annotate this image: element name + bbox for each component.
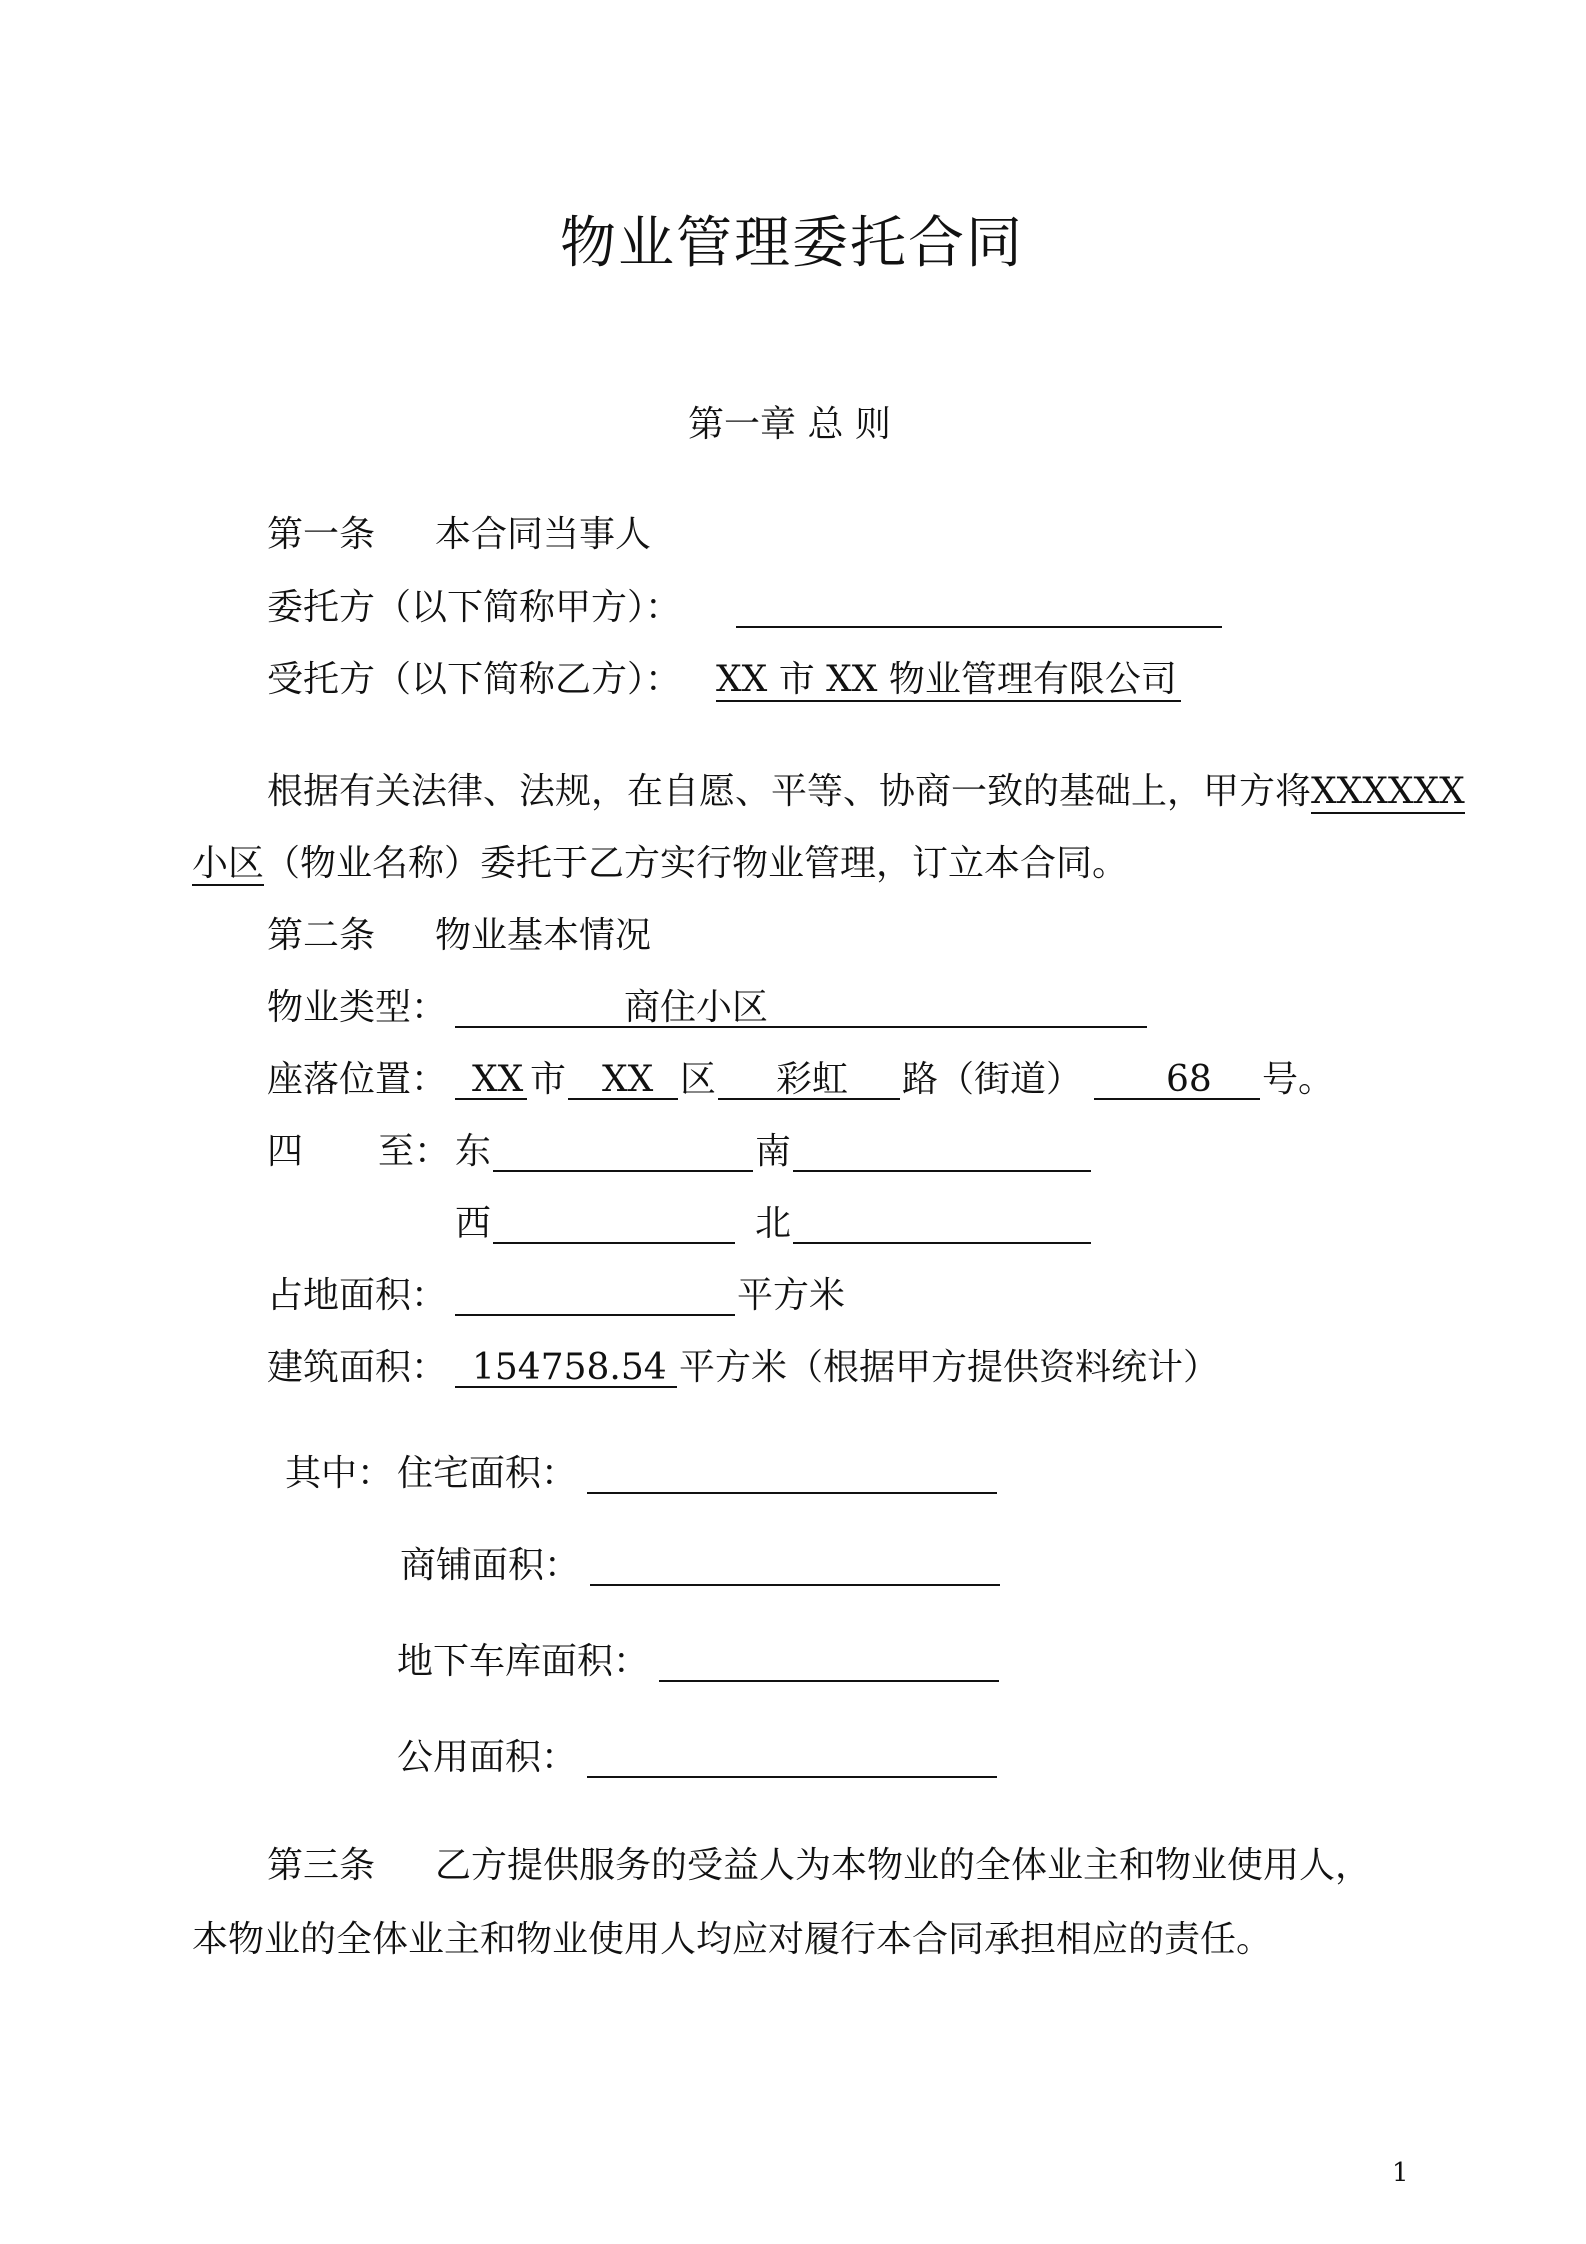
article-1-title: 本合同当事人: [435, 514, 652, 555]
intro-line-2: [192, 843, 1129, 886]
city-suffix: 市: [530, 1059, 567, 1100]
party-a-blank[interactable]: [736, 590, 1222, 628]
article-2-heading: [267, 915, 652, 956]
location-number: 68: [1166, 1059, 1212, 1100]
land-area-blank[interactable]: [455, 1278, 735, 1316]
article-1-heading: [267, 514, 652, 555]
intro-text-2: （物业名称）委托于乙方实行物业管理，订立本合同。: [264, 843, 1129, 884]
of-which-label: 其中：: [285, 1453, 394, 1494]
north-blank[interactable]: [793, 1206, 1091, 1244]
location-district: XX: [602, 1059, 654, 1100]
article-3-text-1: 乙方提供服务的受益人为本物业的全体业主和物业使用人，: [435, 1845, 1372, 1886]
shop-area-label: 商铺面积：: [400, 1545, 581, 1586]
party-b-name: XX 市 XX 物业管理有限公司: [716, 662, 1181, 702]
location-label: 座落位置：: [267, 1059, 448, 1100]
property-type-value: 商住小区: [624, 987, 769, 1028]
east-label: 东: [455, 1131, 492, 1172]
district-suffix: 区: [680, 1059, 717, 1100]
property-name-part-2: 小区: [192, 843, 265, 884]
public-area-label: 公用面积：: [397, 1737, 578, 1778]
building-area-note: 平方米（根据甲方提供资料统计）: [679, 1347, 1220, 1388]
party-b-value[interactable]: [716, 659, 1181, 702]
intro-line-1: [267, 771, 1465, 814]
boundaries-label-2: 至：: [378, 1131, 451, 1172]
property-type-blank[interactable]: [455, 987, 1147, 1028]
garage-area-blank[interactable]: [659, 1644, 999, 1682]
east-blank[interactable]: [493, 1134, 753, 1172]
property-type-label: 物业类型：: [267, 987, 448, 1028]
location-road: 彩虹: [776, 1059, 849, 1100]
public-area-blank[interactable]: [587, 1740, 997, 1778]
south-label: 南: [755, 1131, 792, 1172]
article-2-title: 物业基本情况: [435, 915, 652, 956]
page-title: 物业管理委托合同: [560, 211, 1024, 276]
land-area-label: 占地面积：: [267, 1275, 448, 1316]
north-label: 北: [755, 1203, 792, 1244]
party-b-line: [267, 659, 682, 700]
party-b-label: 受托方（以下简称乙方）：: [267, 659, 682, 700]
boundaries-label-1: 四: [267, 1131, 304, 1172]
west-blank[interactable]: [493, 1206, 735, 1244]
article-1-label: 第一条: [267, 514, 376, 555]
article-3-line-2: 本物业的全体业主和物业使用人均应对履行本合同承担相应的责任。: [192, 1919, 1273, 1960]
number-suffix: 号。: [1262, 1059, 1335, 1100]
shop-area-blank[interactable]: [590, 1548, 1000, 1586]
location-city: XX: [472, 1059, 524, 1100]
intro-text-1: 根据有关法律、法规，在自愿、平等、协商一致的基础上，甲方将: [267, 771, 1312, 812]
south-blank[interactable]: [793, 1134, 1091, 1172]
article-3-label: 第三条: [267, 1845, 376, 1886]
building-area-value: 154758.54: [472, 1347, 667, 1388]
property-name-part-1: XXXXXX: [1311, 771, 1465, 812]
west-label: 西: [455, 1203, 492, 1244]
chapter-title: 第一章 总 则: [688, 404, 891, 445]
article-2-label: 第二条: [267, 915, 376, 956]
party-a-line: [267, 587, 682, 628]
page-number: 1: [1392, 2158, 1409, 2188]
article-3-line-1: [267, 1845, 1372, 1886]
building-area-label: 建筑面积：: [267, 1347, 448, 1388]
garage-area-label: 地下车库面积：: [397, 1641, 650, 1682]
party-a-label: 委托方（以下简称甲方）：: [267, 587, 682, 628]
residential-area-label: 住宅面积：: [397, 1453, 578, 1494]
land-area-unit: 平方米: [737, 1275, 846, 1316]
residential-area-blank[interactable]: [587, 1456, 997, 1494]
road-suffix: 路（街道）: [902, 1059, 1083, 1100]
